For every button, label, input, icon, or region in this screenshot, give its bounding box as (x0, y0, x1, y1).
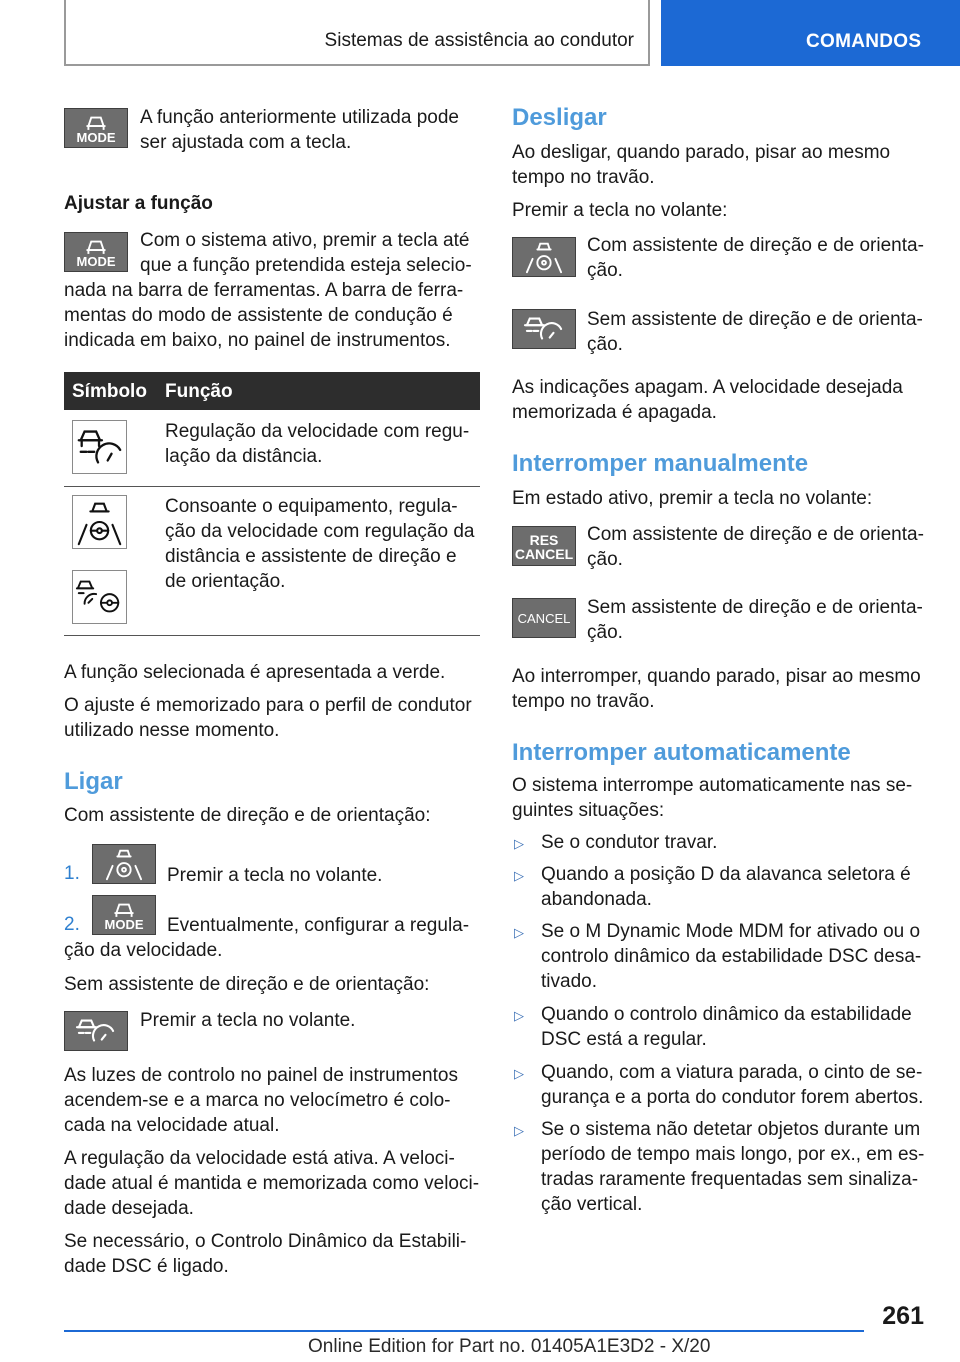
adjust-text-line: Com o sistema ativo, premir a tecla até (140, 230, 470, 251)
header-section-title: Sistemas de assistência ao condutor (324, 30, 634, 51)
adjust-text-line: indicada em baixo, no painel de instrumentos. (64, 330, 451, 351)
manual-intro: Em estado ativo, premir a tecla no volante: (512, 488, 873, 509)
steering-assist-key-icon (512, 237, 576, 277)
list-item: Se o sistema não detetar objetos durante um (541, 1119, 921, 1140)
distance-key-icon (64, 1011, 128, 1051)
desligar-text: Ao desligar, quando parado, pisar ao mesmo (512, 142, 891, 163)
bullet-triangle-icon: ▷ (514, 925, 524, 940)
list-item: tradas raramente frequentadas sem sinaliza- (541, 1169, 919, 1190)
desligar-text: tempo no travão. (512, 167, 655, 188)
manual-heading: Interromper manualmente (512, 450, 809, 477)
list-item: Se o condutor travar. (541, 832, 718, 853)
page-number: 261 (882, 1302, 924, 1330)
bullet-triangle-icon: ▷ (514, 836, 524, 851)
adjust-text-line: nada na barra de ferramentas. A barra de ferra- (64, 280, 464, 301)
bullet-triangle-icon: ▷ (514, 1066, 524, 1081)
table-header-symbol: Símbolo (72, 381, 147, 402)
off-without-assist-text: ção. (587, 334, 623, 355)
manual-with-text: Com assistente de direção e de orienta- (587, 524, 924, 545)
table-row-1-text: Regulação da velocidade com regu- (165, 421, 470, 442)
desligar-heading: Desligar (512, 104, 607, 131)
manual-without-text: ção. (587, 622, 623, 643)
without-assist-intro: Sem assistente de direção e de orientação: (64, 974, 430, 995)
table-row-1-text: lação da distância. (165, 446, 323, 467)
manual-without-text: Sem assistente de direção e de orienta- (587, 597, 923, 618)
dsc-text: Se necessário, o Controlo Dinâmico da Estabili- (64, 1231, 467, 1252)
after-table-text: A função selecionada é apresentada a verde. (64, 662, 446, 683)
distance-cruise-icon (72, 420, 127, 474)
off-with-assist-text: ção. (587, 260, 623, 281)
table-row-2-text: ção da velocidade com regulação da (165, 521, 475, 542)
off-result-text: memorizada é apagada. (512, 402, 717, 423)
header-section-box (64, 0, 650, 66)
mode-key-icon (64, 232, 128, 272)
dsc-text: dade DSC é ligado. (64, 1256, 229, 1277)
list-item: gurança e a porta do condutor forem abertos. (541, 1087, 924, 1108)
off-without-assist-text: Sem assistente de direção e de orienta- (587, 309, 923, 330)
footer-edition: Online Edition for Part no. 01405A1E3D2 - X/20 (308, 1336, 711, 1357)
table-bottom-rule (64, 635, 480, 636)
mode-key-icon (92, 895, 156, 935)
step-1-text: Premir a tecla no volante. (167, 865, 383, 886)
list-item: Quando, com a viatura parada, o cinto de se- (541, 1062, 923, 1083)
table-row-2-text: distância e assistente de direção e (165, 546, 457, 567)
ligar-intro: Com assistente de direção e de orientação: (64, 805, 431, 826)
distance-key-icon (512, 309, 576, 349)
step-1-number: 1. (64, 863, 80, 884)
mode-key-icon (64, 108, 128, 148)
cancel-key-label: CANCEL (514, 546, 574, 562)
steering-assist-icon (72, 495, 127, 549)
step-2-number: 2. (64, 914, 80, 935)
lights-text: As luzes de controlo no painel de instrumentos (64, 1065, 458, 1086)
off-result-text: As indicações apagam. A velocidade desejada (512, 377, 903, 398)
table-row-divider (64, 486, 480, 487)
bullet-triangle-icon: ▷ (514, 868, 524, 883)
bullet-triangle-icon: ▷ (514, 1008, 524, 1023)
footer-rule (64, 1330, 864, 1332)
table-header (64, 372, 480, 410)
list-item: Se o M Dynamic Mode MDM for ativado ou o (541, 921, 921, 942)
res-cancel-key-icon (512, 526, 576, 566)
list-item: tivado. (541, 971, 597, 992)
active-text: dade atual é mantida e memorizada como veloci- (64, 1173, 480, 1194)
press-wheel-text: Premir a tecla no volante: (512, 200, 728, 221)
cancel-key-label: CANCEL (517, 611, 571, 626)
table-row-2-text: de orientação. (165, 571, 286, 592)
mode-key-label: MODE (76, 254, 116, 269)
list-item: DSC está a regular. (541, 1029, 707, 1050)
list-item: ção vertical. (541, 1194, 643, 1215)
bullet-triangle-icon: ▷ (514, 1123, 524, 1138)
cancel-key-icon (512, 598, 576, 638)
lights-text: cada na velocidade atual. (64, 1115, 280, 1136)
adjust-text-line: que a função pretendida esteja selecio- (140, 255, 472, 276)
lights-text: acendem-se e a marca no velocímetro é colo- (64, 1090, 451, 1111)
mode-key-label: MODE (76, 130, 116, 145)
off-with-assist-text: Com assistente de direção e de orienta- (587, 235, 924, 256)
table-header-function: Função (165, 381, 233, 402)
intro-text: A função anteriormente utilizada pode ser ajustada com a tecla. (140, 107, 459, 153)
active-text: dade desejada. (64, 1198, 194, 1219)
list-item: Quando o controlo dinâmico da estabilidade (541, 1004, 912, 1025)
step-2-text: ção da velocidade. (64, 940, 223, 961)
table-row-2-text: Consoante o equipamento, regula- (165, 496, 458, 517)
distance-steering-icon (72, 570, 127, 624)
auto-heading: Interromper automaticamente (512, 739, 851, 766)
after-table-text: utilizado nesse momento. (64, 720, 280, 741)
adjust-heading: Ajustar a função (64, 193, 213, 214)
res-key-label: RES (529, 532, 559, 548)
steering-assist-key-icon (92, 844, 156, 884)
mode-key-label: MODE (104, 917, 144, 932)
list-item: controlo dinâmico da estabilidade DSC desa- (541, 946, 922, 967)
ligar-heading: Ligar (64, 768, 123, 795)
without-assist-text: Premir a tecla no volante. (140, 1010, 356, 1031)
manual-with-text: ção. (587, 549, 623, 570)
active-text: A regulação da velocidade está ativa. A veloci- (64, 1148, 455, 1169)
adjust-text-line: mentas do modo de assistente de condução é (64, 305, 453, 326)
header-chapter-title: COMANDOS (806, 31, 922, 52)
auto-intro: O sistema interrompe automaticamente nas se- (512, 775, 913, 796)
after-table-text: O ajuste é memorizado para o perfil de condutor (64, 695, 472, 716)
interrupt-text: tempo no travão. (512, 691, 655, 712)
header-chapter-box (661, 0, 960, 66)
auto-intro: guintes situações: (512, 800, 665, 821)
step-2-text: Eventualmente, configurar a regula- (167, 915, 470, 936)
list-item: período de tempo mais longo, por ex., em es- (541, 1144, 925, 1165)
list-item: Quando a posição D da alavanca seletora é (541, 864, 911, 885)
list-item: abandonada. (541, 889, 652, 910)
interrupt-text: Ao interromper, quando parado, pisar ao mesmo (512, 666, 921, 687)
